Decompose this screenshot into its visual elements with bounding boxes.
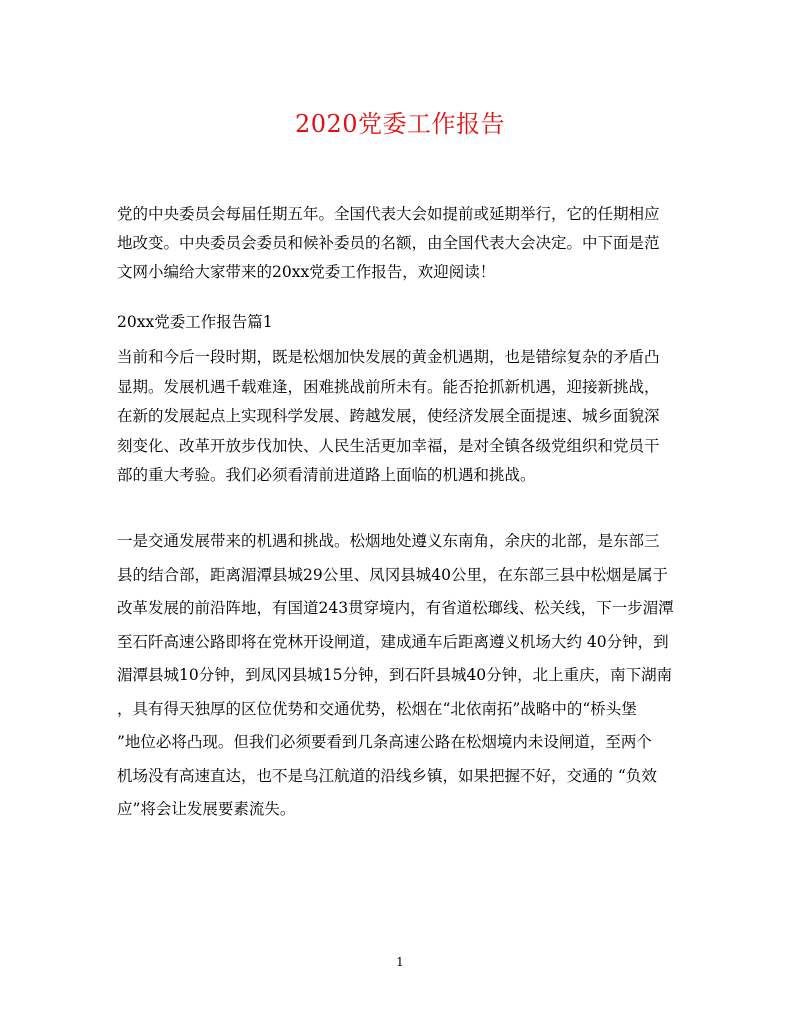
text-line: 当前和今后一段时期，既是松烟加快发展的黄金机遇期，也是错综复杂的矛盾凸 [117,348,660,366]
text-line: 部的重大考验。我们必须看清前进道路上面临的机遇和挑战。 [117,466,536,484]
document-title: 2020党委工作报告 [294,110,506,138]
section-heading: 20xx党委工作报告篇1 [117,313,273,331]
page-number: 1 [396,955,404,969]
text-line: 改革发展的前沿阵地，有国道243贯穿境内，有省道松瑯线、松关线，下一步湄潭 [117,599,674,617]
text-line: ”地位必将凸现。但我们必须要看到几条高速公路在松烟境内未设闸道，至两个 [117,733,652,751]
text-line: 刻变化、改革开放步伐加快、人民生活更加幸福，是对全镇各级党组织和党员干 [117,436,660,455]
text-line: 文网小编给大家带来的20xx党委工作报告，欢迎阅读！ [117,263,496,281]
body-paragraph-1 [117,343,683,491]
text-line: 显期。发展机遇千载难逢，困难挑战前所未有。能否抢抓新机遇，迎接新挑战， [117,377,660,396]
body-paragraph-2 [117,525,683,827]
text-line: 县的结合部，距离湄潭县城29公里、凤冈县城40公里，在东部三县中松烟是属于 [117,565,668,584]
text-line: 党的中央委员会每届任期五年。全国代表大会如提前或延期举行，它的任期相应 [117,205,660,223]
text-line: ，具有得天独厚的区位优势和交通优势，松烟在“北依南拓”战略中的“桥头堡 [117,699,637,718]
text-line: 在新的发展起点上实现科学发展、跨越发展，使经济发展全面提速、城乡面貌深 [117,407,660,425]
text-line: 一是交通发展带来的机遇和挑战。松烟地处遵义东南角，余庆的北部，是东部三 [117,532,660,550]
text-line: 至石阡高速公路即将在党林开设闸道，建成通车后距离遵义机场大约 40分钟，到 [117,632,669,651]
text-line: 地改变。中央委员会委员和候补委员的名额，由全国代表大会决定。中下面是范 [117,234,660,252]
text-line: 应”将会让发展要素流失。 [117,800,296,818]
intro-paragraph [117,200,683,287]
text-line: 湄潭县城10分钟，到凤冈县城15分钟，到石阡县城40分钟，北上重庆，南下湖南 [117,666,673,684]
text-line: 机场没有高速直达，也不是乌江航道的沿线乡镇，如果把握不好，交通的 “负效 [117,766,657,785]
